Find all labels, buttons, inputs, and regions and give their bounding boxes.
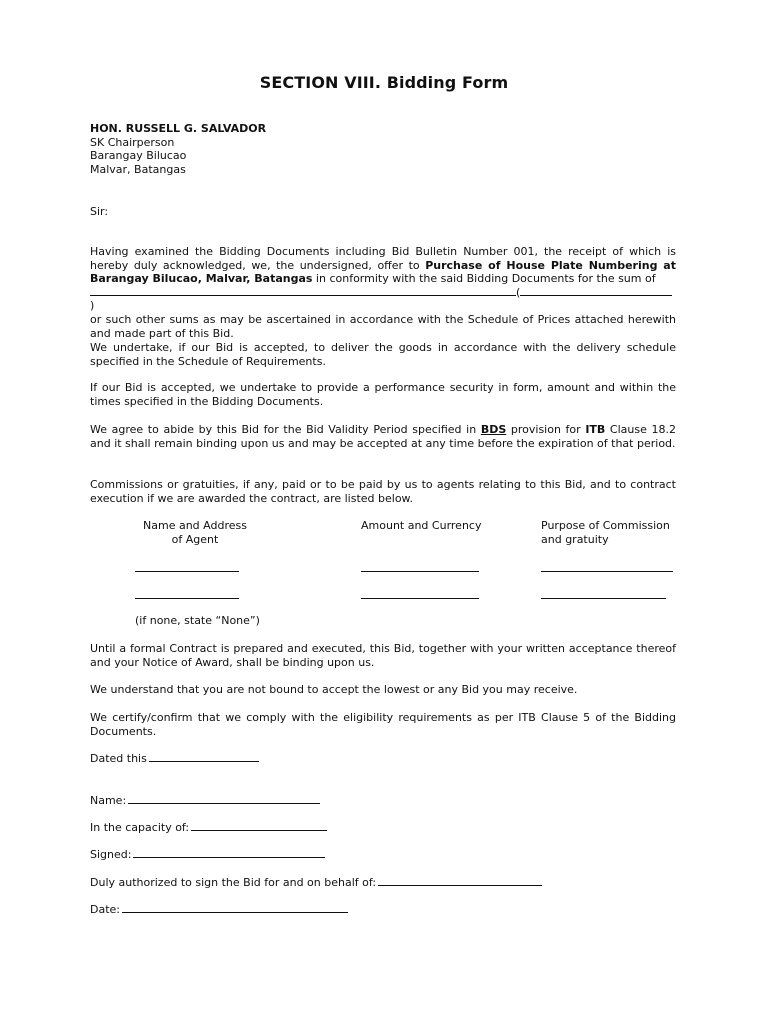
delivery-paragraph: We undertake, if our Bid is accepted, to deliver the goods in accordance with the delivery schedule specified in the Schedule of Requirements. xyxy=(90,341,676,368)
lowest-bid-paragraph: We understand that you are not bound to accept the lowest or any Bid you may receive. xyxy=(90,683,578,696)
purpose-blank-1[interactable] xyxy=(541,571,673,572)
date-field: Date: xyxy=(90,902,348,916)
addressee-position: SK Chairperson xyxy=(90,135,175,149)
eligibility-paragraph: We certify/confirm that we comply with the eligibility requirements as per ITB Clause 5 of the Bidding Documents. xyxy=(90,711,676,738)
offer-paragraph: Having examined the Bidding Documents including Bid Bulletin Number 001, the receipt of which is hereby duly acknowledged, we, the undersigned, offer to Purchase of House Plate Numbering at Barangay Bilucao, Malvar, Batangas in conformity with the said Bidding Documents for the sum of () or such other sums as may be ascertained in accordance with the Schedule of Prices attached herewith and made part of this Bid. xyxy=(90,245,676,340)
bid-validity-paragraph: We agree to abide by this Bid for the Bid Validity Period specified in BDS provision for ITB Clause 18.2 and it shall remain binding upon us and may be accepted at any time before the expiration of that period. xyxy=(90,423,676,450)
amount-blank-1[interactable] xyxy=(361,571,479,572)
performance-security-paragraph: If our Bid is accepted, we undertake to provide a performance security in form, amount and within the times specified in the Bidding Documents. xyxy=(90,381,676,408)
purpose-blank-2[interactable] xyxy=(541,598,666,599)
amount-figures-blank xyxy=(520,286,672,296)
signed-blank[interactable] xyxy=(133,847,325,858)
date-blank[interactable] xyxy=(122,902,348,913)
dated-blank[interactable] xyxy=(149,751,259,762)
project-name: Purchase of House Plate Numbering at Barangay Bilucao, Malvar, Batangas xyxy=(90,258,676,286)
amount-words-blank xyxy=(90,286,516,296)
agent-blank-1[interactable] xyxy=(135,571,239,572)
capacity-blank[interactable] xyxy=(191,820,327,831)
bds-reference: BDS xyxy=(480,423,507,436)
authorized-blank[interactable] xyxy=(378,875,542,886)
addressee-block xyxy=(90,122,266,176)
name-blank[interactable] xyxy=(128,793,320,804)
authorized-field: Duly authorized to sign the Bid for and on behalf of: xyxy=(90,875,542,889)
addressee-municipality: Malvar, Batangas xyxy=(90,162,186,176)
addressee-name: HON. RUSSELL G. SALVADOR xyxy=(90,122,267,135)
commissions-paragraph: Commissions or gratuities, if any, paid or to be paid by us to agents relating to this Bid, and to contract execution if we are awarded the contract, are listed below. xyxy=(90,478,676,505)
binding-paragraph: Until a formal Contract is prepared and executed, this Bid, together with your written acceptance thereof and your Notice of Award, shall be binding upon us. xyxy=(90,642,676,669)
none-note: (if none, state “None”) xyxy=(135,614,260,627)
name-field: Name: xyxy=(90,793,320,807)
capacity-field: In the capacity of: xyxy=(90,820,327,834)
addressee-barangay: Barangay Bilucao xyxy=(90,149,187,163)
dated-field: Dated this xyxy=(90,751,259,765)
column-header-agent: Name and Address of Agent xyxy=(143,519,247,546)
column-header-amount: Amount and Currency xyxy=(361,519,482,532)
salutation: Sir: xyxy=(90,205,109,218)
column-header-purpose: Purpose of Commission and gratuity xyxy=(541,519,670,546)
agent-blank-2[interactable] xyxy=(135,598,239,599)
itb-reference: ITB xyxy=(585,423,606,436)
signed-field: Signed: xyxy=(90,847,325,861)
page-title: SECTION VIII. Bidding Form xyxy=(259,73,509,92)
amount-blank-2[interactable] xyxy=(361,598,479,599)
